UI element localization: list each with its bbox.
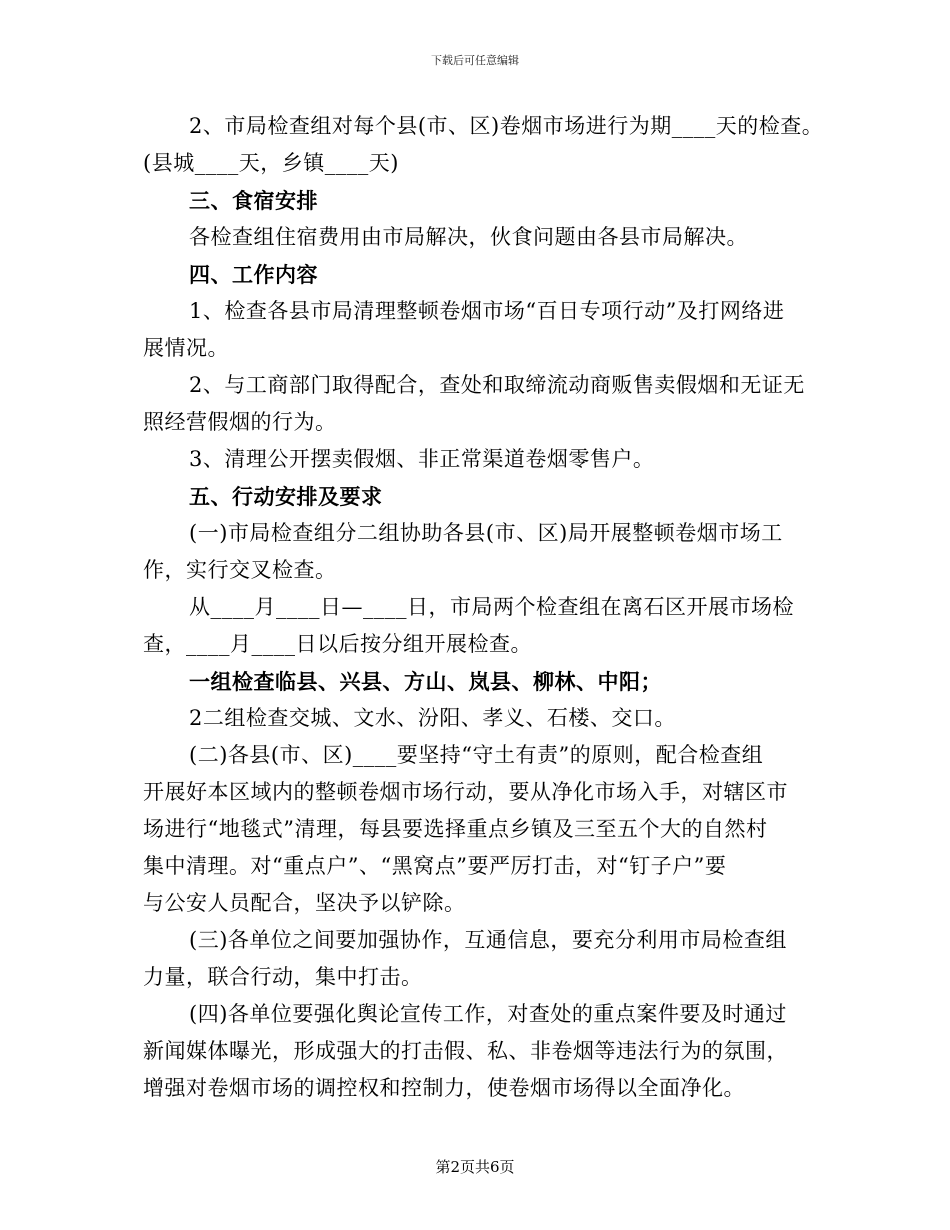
- text-line: 1、检查各县市局清理整顿卷烟市场“百日专项行动”及打网络进: [189, 299, 785, 323]
- text-line: 力量，联合行动，集中打击。: [143, 965, 423, 989]
- document-body: [143, 108, 824, 1107]
- paragraph-action-3: [143, 922, 815, 996]
- text-line: 一组检查临县、兴县、方山、岚县、柳林、中阳；: [189, 669, 662, 694]
- text-line: 查，____月____日以后按分组开展检查。: [143, 632, 532, 656]
- paragraph-work-item-2: [143, 367, 815, 441]
- page-number-footer: 第2页共6页: [435, 1158, 515, 1176]
- text-line: (县城____天，乡镇____天): [143, 151, 399, 175]
- text-line: 三、食宿安排: [189, 188, 318, 213]
- text-line: 与公安人员配合，坚决予以铲除。: [143, 891, 466, 915]
- paragraph-work-item-1: [143, 293, 815, 367]
- text-line: (二)各县(市、区)____要坚持“守土有责”的原则，配合检查组: [189, 743, 764, 767]
- text-line: 各检查组住宿费用由市局解决，伙食问题由各县市局解决。: [189, 225, 748, 249]
- paragraph-work-item-3: [143, 441, 815, 478]
- text-line: (四)各单位要强化舆论宣传工作，对查处的重点案件要及时通过: [189, 1002, 787, 1026]
- text-line: (一)市局检查组分二组协助各县(市、区)局开展整顿卷烟市场工: [189, 521, 783, 545]
- heading-work-content: [143, 256, 815, 293]
- text-line: (三)各单位之间要加强协作，互通信息，要充分利用市局检查组: [189, 928, 787, 952]
- text-line: 五、行动安排及要求: [189, 484, 383, 509]
- text-line: 3、清理公开摆卖假烟、非正常渠道卷烟零售户。: [189, 447, 655, 471]
- text-line: 2二组检查交城、文水、汾阳、孝义、石楼、交口。: [189, 706, 676, 730]
- paragraph-schedule: [143, 589, 815, 663]
- paragraph-action-1: [143, 515, 815, 589]
- text-line: 从____月____日—____日，市局两个检查组在离石区开展市场检: [189, 595, 794, 619]
- text-line: 2、与工商部门取得配合，查处和取缔流动商贩售卖假烟和无证无: [189, 373, 805, 397]
- paragraph-group-1: [143, 663, 815, 700]
- text-line: 2、市局检查组对每个县(市、区)卷烟市场进行为期____天的检查。: [189, 114, 824, 138]
- text-line: 新闻媒体曝光，形成强大的打击假、私、非卷烟等违法行为的氛围，: [143, 1039, 788, 1063]
- text-line: 照经营假烟的行为。: [143, 410, 337, 434]
- paragraph-group-2: [143, 700, 815, 737]
- paragraph-action-2: [143, 737, 815, 922]
- text-line: 增强对卷烟市场的调控权和控制力，使卷烟市场得以全面净化。: [143, 1076, 745, 1100]
- text-line: 场进行“地毯式”清理，每县要选择重点乡镇及三至五个大的自然村: [143, 817, 768, 841]
- text-line: 集中清理。对“重点户”、“黑窝点”要严厉打击，对“钉子户”要: [143, 854, 727, 878]
- heading-action-plan: [143, 478, 815, 515]
- page-header: 下载后可任意编辑: [431, 54, 519, 67]
- heading-accommodation: [143, 182, 815, 219]
- text-line: 四、工作内容: [189, 262, 318, 287]
- text-line: 展情况。: [143, 336, 229, 360]
- text-line: 开展好本区域内的整顿卷烟市场行动，要从净化市场入手，对辖区市: [143, 780, 788, 804]
- paragraph-inspection-duration: [143, 108, 824, 182]
- paragraph-action-4: [143, 996, 815, 1107]
- text-line: 作，实行交叉检查。: [143, 558, 337, 582]
- paragraph-accommodation: [143, 219, 815, 256]
